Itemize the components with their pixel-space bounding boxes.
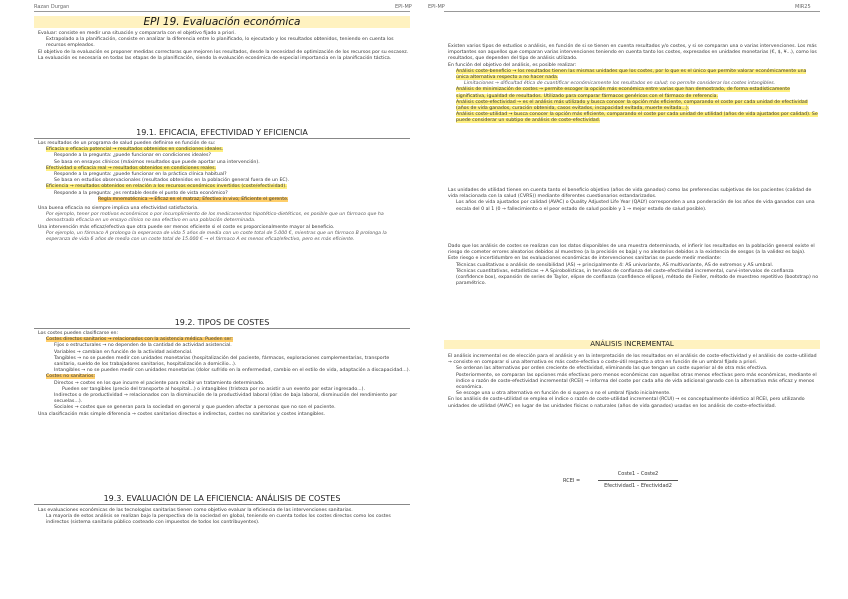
body-line: Eficiencia → resultados obtenidos en relación a los recursos económicos invertidos (coste/efectividad). bbox=[46, 184, 287, 190]
body-line: Sociales → costes que se generan para la sociedad en general y que pueden afectar a personas que no son el paciente. bbox=[54, 405, 336, 411]
section-1-title: 19.1. EFICACIA, EFECTIVIDAD Y EFICIENCIA bbox=[34, 128, 410, 139]
rcei-numerator: Coste1 – Coste2 bbox=[617, 471, 659, 477]
body-line: Fijos o estructurales → no dependen de la cantidad de actividad asistencial. bbox=[54, 343, 232, 349]
body-line: Técnicas cualitativas o análisis de sensibilidad (AS) → principalmente 4: AS univariante, AS multivariante, AS de extremos y AS umbral. bbox=[456, 262, 774, 268]
body-line: Las evaluaciones económicas de las tecnologías sanitarias tienen como objetivo evaluar la eficiencia de las intervenciones sanitarias. bbox=[38, 508, 353, 513]
left-header-rule bbox=[34, 11, 410, 12]
body-line: Las unidades de utilidad tienen en cuenta tanto el beneficio objetivo (años de vida ganados) como las preferencias subjetivas de los pacientes (calidad de vida relacionada con la salud (CVRS)) mediante diferentes cuestionarios estandarizados. bbox=[448, 188, 812, 200]
section-2-body bbox=[38, 331, 410, 418]
body-line: Los años de vida ajustados por calidad (AVAC) o Quality Adjusted Life Year (QALY) corresponden a una ponderación de los años de vida ganados con una escala del 0 al 1 (0 → fallecimiento o el peor estado de salud posible y 1 → mejor estado de salud posible). bbox=[456, 200, 815, 212]
body-line: Técnicas cuantitativas, estadísticas → A Spirobolísticas, in terválos de confianza del coste-efectividad incremental, curvi-intervalos de confianza (confidence box), expansión de series de Taylor, elipse de confianza (confidence ellipse), método de Fieller, método de muestreo repetitivo (bootstrap) no paramétrico. bbox=[456, 268, 819, 287]
body-line: Una intervención más eficaz/efectiva que otra puede ser menos eficiente si el coste es proporcionalmente mayor al beneficio. bbox=[38, 224, 335, 230]
intro-line: La evaluación es necesaria en todas las etapas de la planificación, siendo la evaluación económica de especial importancia en la planificación táctica. bbox=[38, 55, 392, 61]
body-line: Este riesgo e incertidumbre en las evaluaciones económicas de intervenciones sanitarias se puede medir mediante: bbox=[448, 256, 722, 262]
body-line: En función del objetivo del análisis, es posible realizar: bbox=[448, 62, 577, 68]
body-line: Una buena eficacia no siempre implica una efectividad satisfactoria. bbox=[38, 206, 199, 212]
intro-line: Evaluar: consiste en medir una situación y compararla con el objetivo fijado a priori. bbox=[38, 31, 236, 36]
section-3-title: 19.3. EVALUACIÓN DE LA EFICIENCIA: ANÁLISIS DE COSTES bbox=[34, 494, 410, 505]
body-line: Costes directos sanitarios → relacionados con la asistencia médica. Pueden ser: bbox=[46, 337, 233, 343]
body-line: Efectividad o eficacia real → resultados obtenidos en condiciones reales. bbox=[46, 165, 217, 171]
intro-block bbox=[38, 31, 410, 62]
fraction-bar bbox=[598, 480, 678, 481]
section-3-body bbox=[38, 508, 410, 527]
body-line: Directos → costes en los que incurre el paciente para recibir un tratamiento determinado. bbox=[54, 380, 265, 386]
body-line: Existen varios tipos de estudios o análisis, en función de si se tienen en cuenta resultados y/o costes, y si se comparan una o varias intervenciones. Los más importantes son aquellos que comparan varias intervenciones teniendo en cuenta tanto los costes, expresados en unidades monetarias (€, $, ¥...), como los resultados, que dependen del tipo de análisis utilizado. bbox=[448, 44, 817, 62]
body-line: Intangibles → no se pueden medir con unidades monetarias (dolor sufrido en la enfermedad, cambio en el estilo de vida, adaptación a discapacidad...). bbox=[54, 368, 411, 374]
body-line: Análisis de minimización de costes → permite escoger la opción más económica entre varias que han demostrado, de forma estadísticamente significativa, igualdad de resultados. Utilizado para comparar fármacos genéricos con el fármaco de referencia. bbox=[456, 87, 790, 99]
intro-line: Extrapolado a la planificación, consiste en analizar la diferencia entre lo planificado, lo ejecutado y los resultados obtenidos, teniendo en cuenta los recursos empleados. bbox=[46, 37, 394, 49]
body-line: Los resultados de un programa de salud pueden definirse en función de su: bbox=[38, 141, 216, 146]
section-2-title: 19.2. TIPOS DE COSTES bbox=[34, 318, 410, 329]
uncertainty-block bbox=[448, 244, 820, 287]
left-page-code: EPI-MP bbox=[395, 4, 412, 10]
body-line: Por ejemplo, tener por motivos económicos o por incumplimiento de los medicamentos hipotético-dietéticos, es posible que un fármaco que ha demostrado eficacia en un ensayo clínico no sea efectivo en una población determinada. bbox=[46, 212, 384, 224]
body-line: Indirectos o de productividad → relacionados con la disminución de la productividad laboral (días de baja laboral, disminución del rendimiento por secuelas...). bbox=[54, 393, 398, 405]
body-line: Se basa en ensayos clínicos (máximos resultados que puede aportar una intervención). bbox=[54, 159, 260, 165]
right-header-rule bbox=[444, 11, 820, 12]
body-line: Responde a la pregunta: ¿puede funcionar en la práctica clínica habitual? bbox=[54, 172, 227, 178]
body-line: Limitaciones → dificultad ética de cuantificar económicamente los resultados en salud; no permite considerar los costes intangibles. bbox=[464, 81, 776, 87]
incremental-analysis-block bbox=[448, 354, 820, 410]
right-page-code: EPI-MP bbox=[428, 4, 445, 10]
document-title: EPI 19. Evaluación económica bbox=[34, 16, 410, 28]
body-line: La mayoría de estos análisis se realizan bajo la perspectiva de la sociedad en global, teniendo en cuenta todos los costes directos como los costes indirectos (sistema sanitario público costeado con impuestos de todos los contribuyentes). bbox=[46, 514, 391, 526]
body-line: Variables → cambian en función de la actividad asistencial. bbox=[54, 349, 193, 355]
right-page-label: MIR25 bbox=[795, 4, 811, 10]
author-name: Razan Durgan bbox=[34, 4, 70, 10]
body-line: Dado que los análisis de costes se realizan con los datos disponibles de una muestra determinada, el infierir los resultados en la población general existe el riesgo de cometer errores aleatorios debidos al muestreo (a la precisión es baja) y no aleatorios debidos a la existencia de sesgos (a la validez es baja). bbox=[448, 244, 815, 256]
body-line: Los costes pueden clasificarse en: bbox=[38, 331, 119, 336]
body-line: Responde a la pregunta: ¿es rentable desde el punto de vista económico? bbox=[54, 190, 228, 196]
body-line: Costes no sanitarios: bbox=[46, 374, 95, 380]
intro-line: El objetivo de la evaluación es proponer medidas correctoras que mejoren los resultados, desde la necesidad de optimización de los recursos por su escasez. bbox=[38, 49, 409, 55]
body-line: El análisis incremental es de elección para el análisis y en la interpretación de los resultados en el análisis de coste-efectividad y el análisis de coste-utilidad → consiste en comparar si una alternativa es más coste-efectiva o coste-útil respecto a otra en función de un umbral fijado a priori. bbox=[448, 354, 817, 366]
analysis-types-block bbox=[448, 44, 820, 125]
rcei-denominator: Efectividad1 – Efectividad2 bbox=[604, 483, 672, 489]
body-line: Se basa en estudios observacionales (resultados obtenidos en la población general fuera de un EC). bbox=[54, 178, 290, 184]
rcei-formula-lhs: RCEI = bbox=[563, 478, 581, 484]
body-line: Se ordenan las alternativas por orden creciente de efectividad, eliminando las que tengan un coste superior al de otra más efectiva. bbox=[456, 366, 768, 372]
section-1-body bbox=[38, 141, 410, 243]
body-line: Tangibles → no se pueden medir con unidades monetarias (hospitalización del paciente, fármacos, exploraciones complementarias, transporte sanitario, sueldo de los trabajadores sanitarios, hospitalización a domicilio...). bbox=[54, 355, 390, 368]
body-line: Eficacia o eficacia potencial → resultados obtenidos en condiciones ideales. bbox=[46, 147, 224, 153]
body-line: Pueden ser tangibles (precio del transporte al hospital...) o intangibles (tristeza por no asistir a un evento por estar ingresado...). bbox=[62, 386, 365, 392]
body-line: En los análisis de coste-utilidad se emplea el índice o razón de coste-utilidad incremental (RCUI) → es conceptualmente idéntico al RCEI, pero utilizando unidades de utilidad (AVAC) en lugar de las unidades físicas o naturales (años de vida ganados) usadas en los análisis de coste-efectividad. bbox=[448, 397, 805, 409]
body-line: Análisis coste-beneficio → los resultados tienen las mismas unidades que los costes, por lo que es el único que permite valorar económicamente una única alternativa respecto a no hacer nada. bbox=[456, 68, 807, 81]
body-line: Responde a la pregunta: ¿puede funcionar en condiciones ideales? bbox=[54, 153, 211, 159]
mnemonic-line: Regla mnemotécnica → Eficaz en el matraz; Efectivo in vivo; Eficiente el gerente. bbox=[98, 196, 289, 202]
body-line: Por ejemplo, un fármaco A prolonga la esperanza de vida 5 años de media con un coste total de 5.000 €, mientras que un fármaco B prolonga la esperanza de vida 6 años de media con un coste total de 15.000 € → el fármaco A es menos eficaz/efectivo, pero es más eficiente. bbox=[46, 230, 387, 243]
utility-units-block bbox=[448, 188, 820, 213]
body-line: Análisis coste-efectividad → es el análisis más utilizado y busca conocer la opción más eficiente, comparando el coste por cada unidad de efectividad (años de vida ganados, curación obtenida, casos evitados, incapacidad evitada, muerte evitada...). bbox=[456, 99, 808, 112]
body-line: Análisis coste-utilidad → busca conocer la opción más eficiente, comparando el coste por cada unidad de utilidad (años de vida ajustados por calidad). Se puede considerar un subtipo de análisis de coste-efectividad. bbox=[456, 112, 818, 124]
body-line: Posteriormente, se comparan las opciones más efectivas pero menos económicas con aquellas otras menos efectivas pero más económicas, mediante el índice o razón de coste-efectividad incremental (RCEI) → informa del coste por cada año de vida adicional ganado con la alternativa más eficaz y menos económica. bbox=[456, 372, 817, 391]
body-line: Una clasificación más simple diferencia → costes sanitarios directos e indirectos, costes no sanitarios y costes intangibles. bbox=[38, 411, 326, 417]
incremental-analysis-title: ANÁLISIS INCREMENTAL bbox=[444, 340, 820, 349]
body-line: Se escoge una u otra alternativa en función de si supera o no el umbral fijado inicialmente. bbox=[456, 391, 671, 397]
